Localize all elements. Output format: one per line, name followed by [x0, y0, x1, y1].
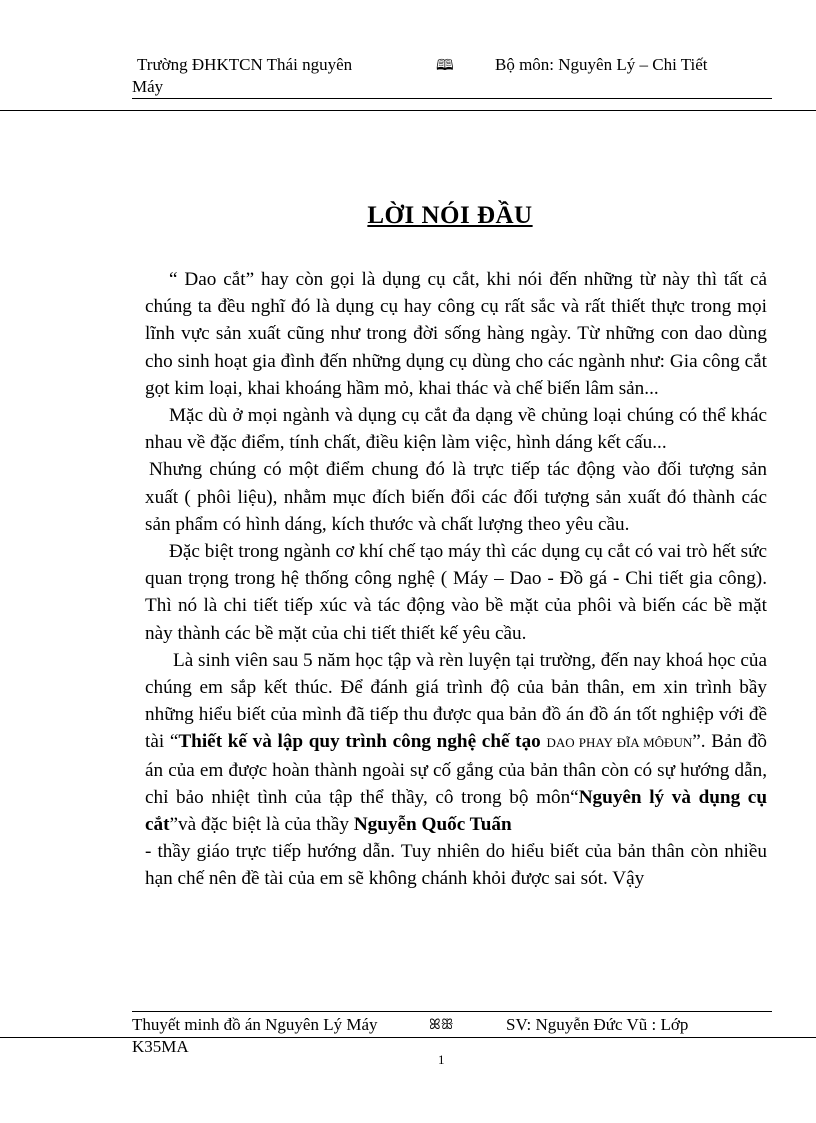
header-department: Bộ môn: Nguyên Lý – Chi Tiết	[495, 55, 708, 74]
footer-rule-long	[0, 1037, 816, 1038]
thesis-title-caps: DAO PHAY ĐĨA MÔĐUN	[546, 735, 693, 751]
header-rule-long	[0, 110, 816, 111]
page-title: LỜI NÓI ĐẦU	[367, 202, 533, 229]
department-name: Nguyên lý và dụng cụ cắt	[145, 786, 767, 836]
footer-class: K35MA	[132, 1037, 189, 1056]
paragraph-6: - thầy giáo trực tiếp hướng dẫn. Tuy nhiên do hiểu biết của bản thân còn nhiều hạn chế nên đề tài của em sẽ không chánh khỏi được sai sót. Vậy	[145, 841, 767, 890]
paragraph-4: Đặc biệt trong ngành cơ khí chế tạo máy thì các dụng cụ cắt có vai trò hết sức quan trọng trong hệ thống công nghệ ( Máy – Dao - Đồ gá - Chi tiết gia công). Thì nó là chi tiết tiếp xúc và tác động vào bề mặt của phôi và biến các bề mặt này thành các bề mặt của chi tiết thiết kế yêu cầu.	[145, 541, 767, 644]
advisor-name: Nguyễn Quốc Tuấn	[353, 814, 512, 836]
ornament-icon: ꕤꕥ	[429, 1017, 454, 1033]
footer-student: SV: Nguyễn Đức Vũ : Lớp	[506, 1015, 689, 1034]
footer-rule	[132, 1011, 772, 1012]
document-body	[145, 266, 767, 893]
header-school: Trường ĐHKTCN Thái nguyên	[137, 55, 353, 74]
paragraph-2: Mặc dù ở mọi ngành và dụng cụ cắt đa dạng về chủng loại chúng có thể khác nhau về đặc điểm, tính chất, điều kiện làm việc, hình dáng kết cấu...	[145, 405, 767, 454]
open-book-icon: 🕮	[436, 56, 454, 74]
paragraph-5: Là sinh viên sau 5 năm học tập và rèn luyện tại trường, đến nay khoá học của chúng em sắp kết thúc. Để đánh giá trình độ của bản thân, em xin trình bầy những hiểu biết của mình đã tiếp thu được qua bản đồ án đồ án tốt nghiệp với đề tài “Thiết kế và lập quy trình công nghệ chế tạo DAO PHAY ĐĨA MÔĐUN”. Bản đồ án của em được hoàn thành ngoài sự cố gắng của bản thân còn có sự hướng dẫn, chỉ bảo nhiệt tình của tập thể thầy, cô trong bộ môn“Nguyên lý và dụng cụ cắt”và đặc biệt là của thầy Nguyễn Quốc Tuấn	[145, 649, 767, 836]
thesis-title: Thiết kế và lập quy trình công nghệ chế tạo	[178, 731, 541, 753]
page-number: 1	[438, 1052, 445, 1067]
paragraph-1: “ Dao cắt” hay còn gọi là dụng cụ cắt, khi nói đến những từ này thì tất cả chúng ta đều nghĩ đó là dụng cụ hay công cụ rất sắc và rất thiết thực trong mọi lĩnh vực sản xuất cũng như trong đời sống hàng ngày. Từ những con dao dùng cho sinh hoạt gia đình đến những dụng cụ dùng cho các ngành như: Gia công cắt gọt kim loại, khai khoáng hầm mỏ, khai thác và chế biến lâm sản...	[145, 269, 767, 399]
footer-report: Thuyết minh đồ án Nguyên Lý Máy	[132, 1015, 378, 1034]
header-rule	[132, 98, 772, 99]
header-department-wrap: Máy	[132, 77, 164, 96]
paragraph-3: Nhưng chúng có một điểm chung đó là trực tiếp tác động vào đối tượng sản xuất ( phôi liệu), nhằm mục đích biến đổi các đối tượng sản xuất đó thành các sản phẩm có hình dáng, kích thước và chất lượng theo yêu cầu.	[145, 459, 767, 535]
